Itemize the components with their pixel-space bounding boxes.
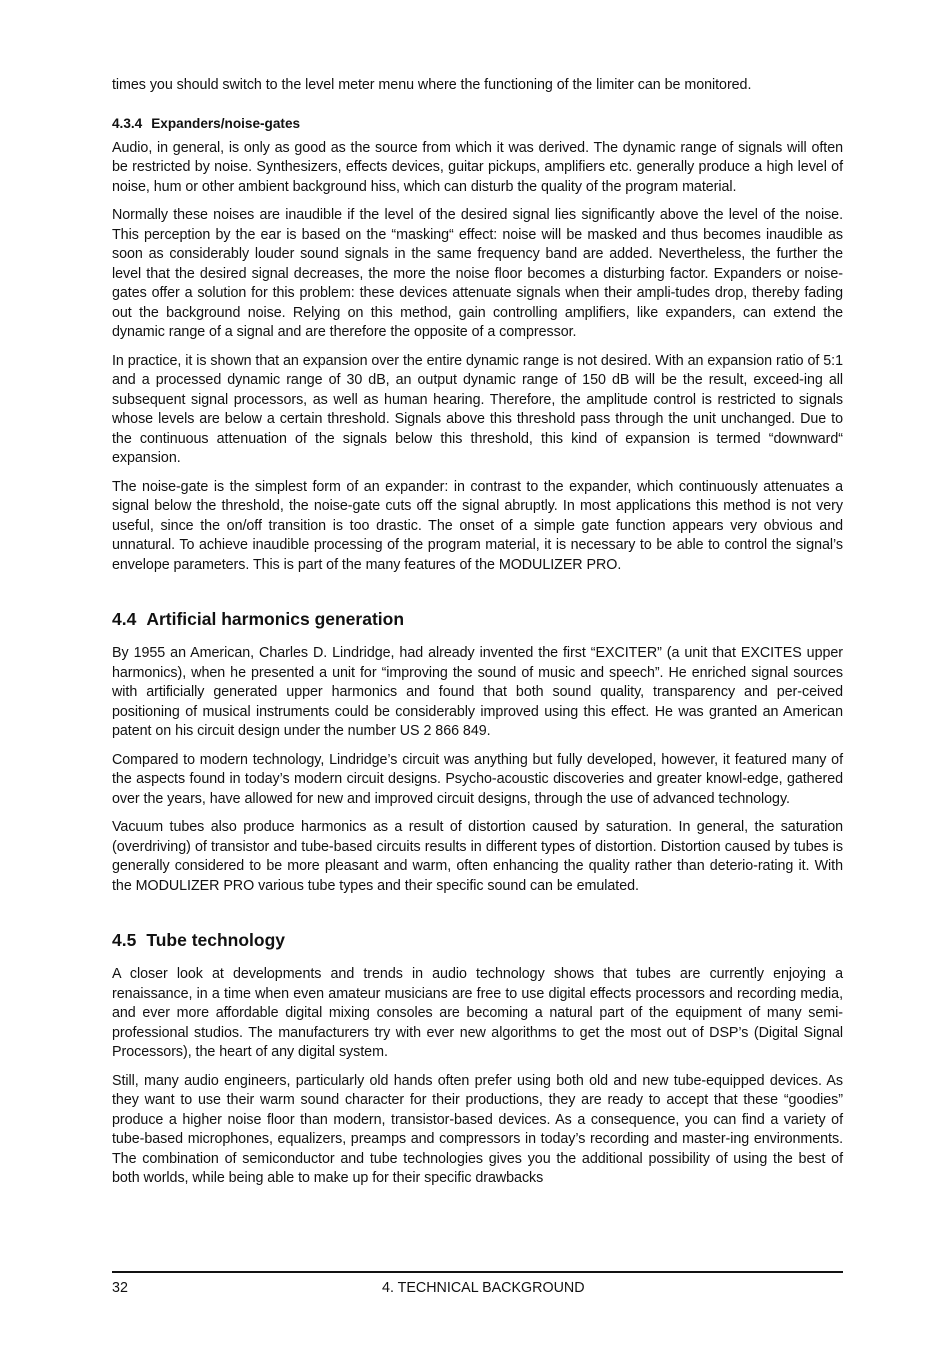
section-434-paragraph-1: Audio, in general, is only as good as the source from which it was derived. The dynamic range of signals will often be restricted by noise. Synthesizers, effects devices, guitar pickups, amplifiers etc. generally produce a high level of noise, hum or other ambient background hiss, which can disturb the quality of the program material. [112,139,843,195]
section-45-title: Tube technology [146,930,286,950]
section-434-paragraph-3: In practice, it is shown that an expansion over the entire dynamic range is not desired. With an expansion ratio of 5:1 and a processed dynamic range of 30 dB, an output dynamic range of 150 dB will be the result, exceed-ing all subsequent signal processors, as well as human hearing. Therefore, the amplitude control is restricted to signals whose levels are below a certain threshold. Signals above this threshold pass through the unit unchanged. Due to the continuous attenuation of the signals below this threshold, this kind of expansion is termed “downward“ expansion. [112,352,843,466]
section-434-paragraph-4: The noise-gate is the simplest form of an expander: in contrast to the expander, which continuously attenuates a signal below the threshold, the noise-gate cuts off the signal abruptly. In most applications this method is not very useful, since the on/off transition is too drastic. The onset of a simple gate function appears very obvious and unnatural. To achieve inaudible processing of the program material, it is necessary to be able to control the signal’s envelope parameters. This is part of the many features of the MODULIZER PRO. [112,478,843,573]
section-434-heading [112,115,843,133]
chapter-title: 4. TECHNICAL BACKGROUND [382,1280,585,1296]
section-44-number: 4.4 [112,609,137,629]
section-45-number: 4.5 [112,930,137,950]
section-434-number: 4.3.4 [112,115,143,131]
section-44-paragraph-2: Compared to modern technology, Lindridge’s circuit was anything but fully developed, however, it featured many of the aspects found in today’s modern circuit designs. Psycho-acoustic discoveries and greater knowl-edge, gathered over the years, have allowed for new and improved circuit designs, through the use of advanced technology. [112,751,843,807]
section-44-heading [112,607,843,631]
footer-divider [112,1271,843,1273]
section-45-paragraph-2: Still, many audio engineers, particularly old hands often prefer using both old and new tube-equipped devices. As they want to use their warm sound character for their productions, they are ready to accept that these “goodies” produce a higher noise floor than modern, transistor-based devices. As a consequence, you can find a variety of tube-based microphones, equalizers, preamps and compressors in today’s recording and master-ing environments. The combination of semiconductor and tube technologies gives you the additional possibility of using the best of both worlds, while being able to make up for their specific drawbacks [112,1072,843,1186]
intro-paragraph: times you should switch to the level meter menu where the functioning of the limiter can be monitored. [112,77,752,93]
section-45-heading [112,928,843,952]
section-434-title: Expanders/noise-gates [151,115,301,131]
page-number: 32 [112,1280,128,1296]
section-44-paragraph-1: By 1955 an American, Charles D. Lindridge, had already invented the first “EXCITER” (a unit that EXCITES upper harmonics), when he presented a unit for “improving the sound of music and speech”. He enriched signal sources with artificially generated upper harmonics and found that both sound quality, transparency and per-ceived positioning of musical instruments could be considerably improved using this effect. He was granted an American patent on his circuit design under the number US 2 866 849. [112,645,843,739]
section-434-paragraph-2: Normally these noises are inaudible if the level of the desired signal lies significantly above the level of the noise. This perception by the ear is based on the “masking“ effect: noise will be masked and thus becomes inaudible as soon as considerably louder sound signals in the same frequency band are added. Nevertheless, the further the level that the desired signal decreases, the more the noise floor becomes a disturbing factor. Expanders or noise-gates offer a solution for this problem: these devices attenuate signals when their ampli-tudes drop, thereby fading out the background noise. Relying on this method, gain controlling amplifiers, like expanders, can extend the dynamic range of a signal and are therefore the opposite of a compressor. [112,207,843,340]
section-44-paragraph-3: Vacuum tubes also produce harmonics as a result of distortion caused by saturation. In general, the saturation (overdriving) of transistor and tube-based circuits results in different types of distortion. Distortion caused by tubes is generally considered to be more pleasant and warm, often enhancing the quality rather than deterio-rating it. With the MODULIZER PRO various tube types and their specific sound can be emulated. [112,819,843,894]
section-44-title: Artificial harmonics generation [146,609,405,629]
page-body [112,76,843,1189]
section-45-paragraph-1: A closer look at developments and trends in audio technology shows that tubes are currently enjoying a renaissance, in a time when even amateur musicians are free to use digital effects processors and recording media, and ever more affordable digital mixing consoles are becoming a natural part of the equipment of many semi-professional studios. The manufacturers try with ever new algorithms to get the most out of DSP’s (Digital Signal Processors), the heart of any digital system. [112,966,843,1060]
